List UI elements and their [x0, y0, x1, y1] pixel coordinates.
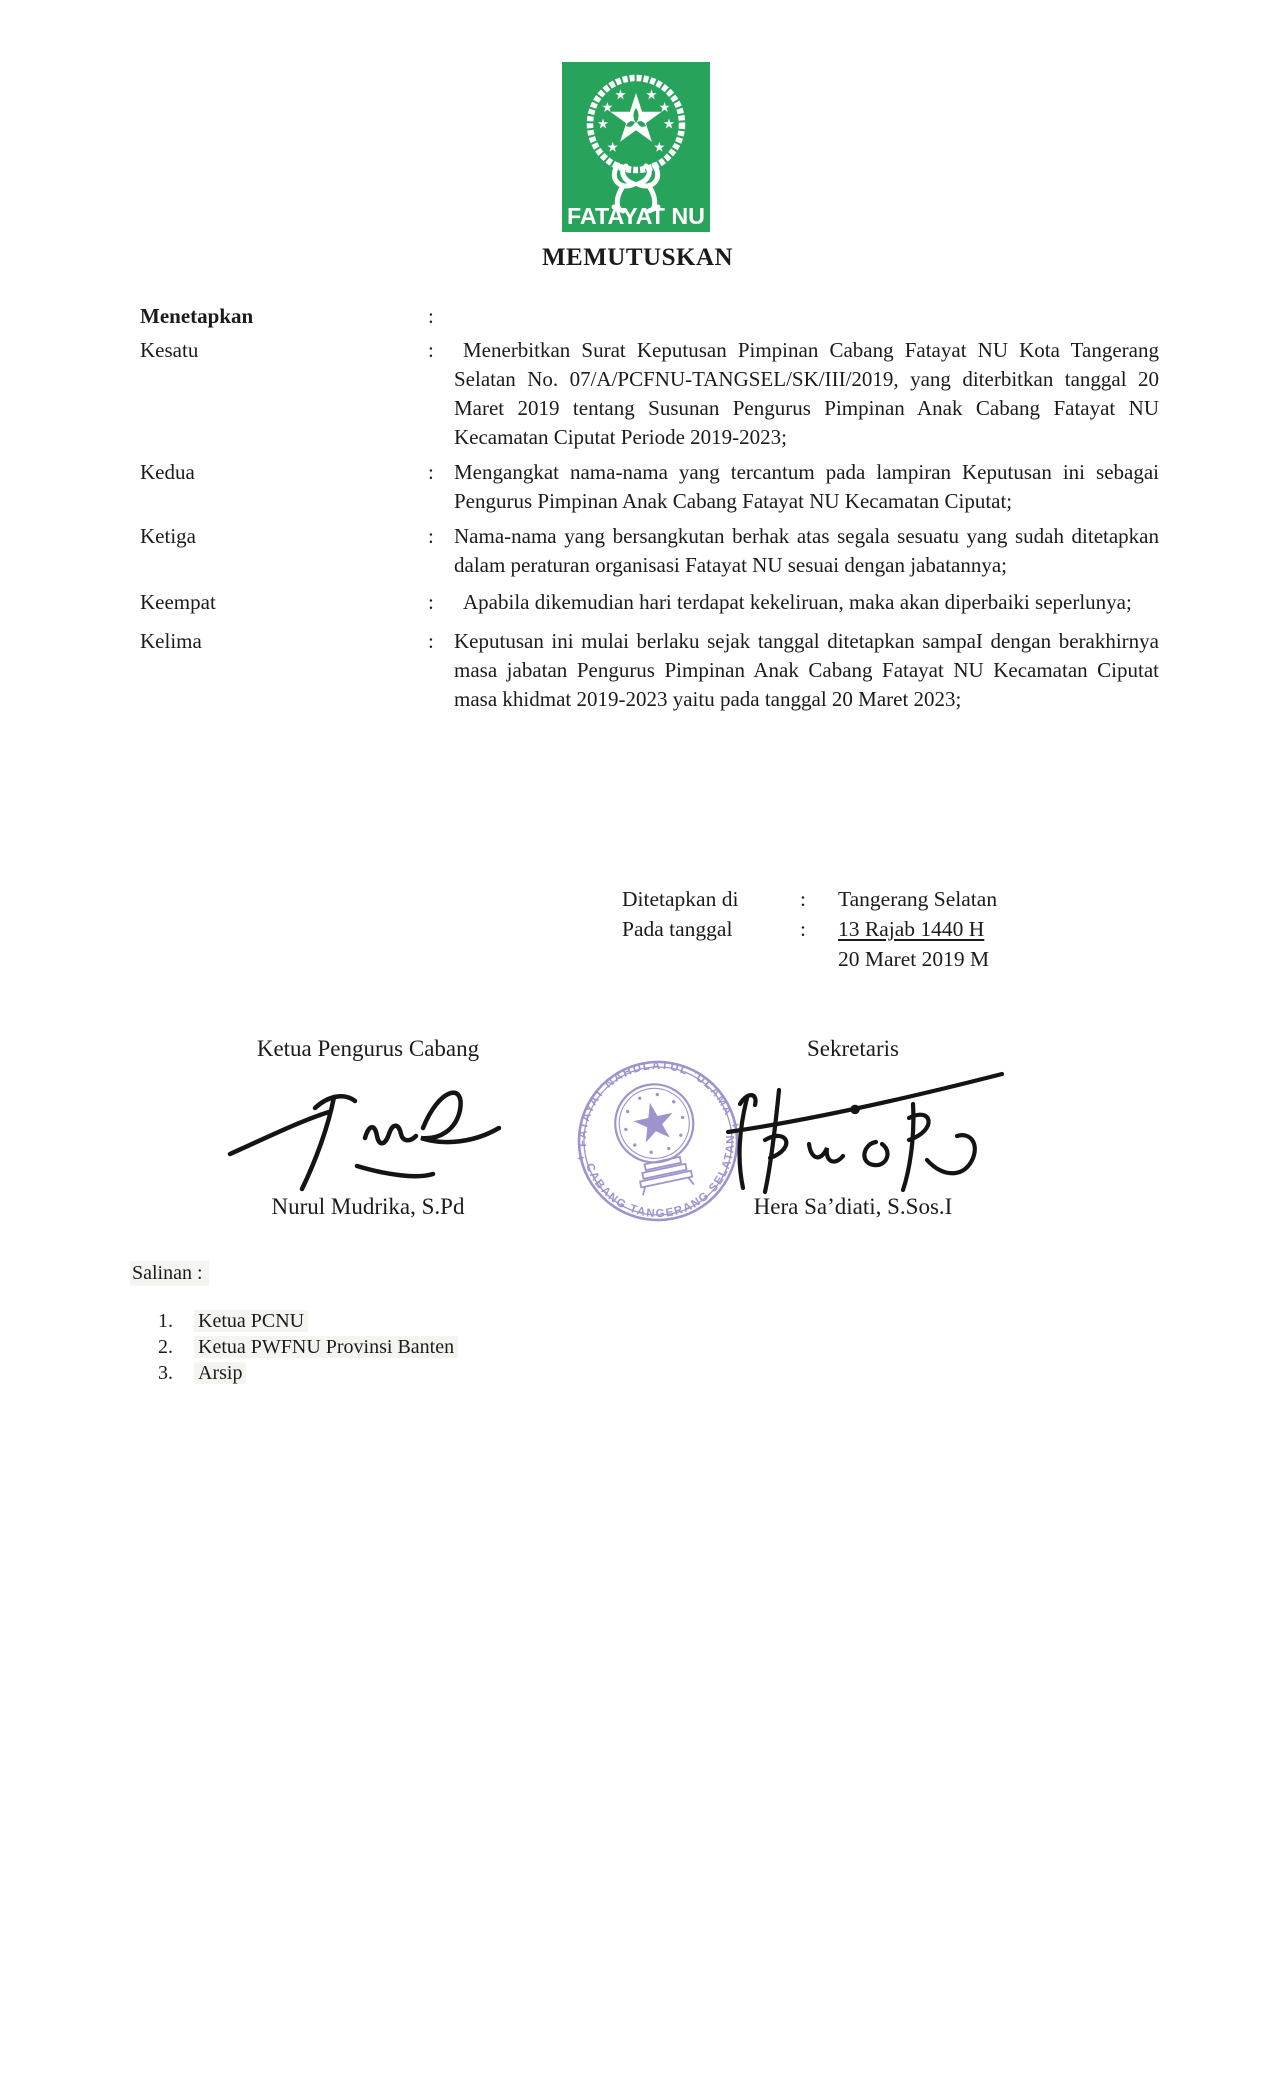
salinan-item [158, 1308, 458, 1334]
decree-row-menetapkan [140, 302, 1175, 331]
decree-colon: : [428, 338, 434, 362]
decree-row-kelima [140, 627, 1175, 714]
placement-section [622, 884, 997, 974]
salinan-item-number: 1. [158, 1310, 173, 1332]
salinan-item [158, 1334, 458, 1360]
decree-label: Kedua [140, 460, 195, 484]
decree-row-kedua [140, 458, 1175, 516]
stamp-top-text: FATAYAT NAHDLATUL 'ULAMA [576, 1059, 735, 1148]
decree-row-keempat [140, 588, 1175, 617]
stamp-bottom-text: CABANG TANGERANG SELATAN [582, 1133, 738, 1221]
decree-section [140, 302, 1175, 714]
sekretaris-signature-icon [716, 1058, 1008, 1200]
decree-content: Apabila dikemudian hari terdapat kekeliruan, maka akan diperbaiki seperlunya; [463, 590, 1132, 614]
salinan-item-number: 2. [158, 1336, 173, 1358]
salinan-title [130, 1262, 209, 1285]
memutuskan-heading: MEMUTUSKAN [541, 244, 734, 271]
placement-value: Tangerang Selatan [838, 887, 998, 911]
decree-label: Kelima [140, 629, 202, 653]
decree-colon: : [428, 304, 434, 328]
salinan-item [158, 1360, 458, 1386]
logo-text: FATAYAT NU [567, 203, 705, 229]
salinan-item-number: 3. [158, 1362, 173, 1384]
placement-row-city [622, 884, 997, 914]
ketua-signature-icon [215, 1066, 515, 1196]
placement-label [622, 944, 800, 974]
decree-label: Ketiga [140, 524, 196, 548]
ketua-title: Ketua Pengurus Cabang [256, 1036, 480, 1061]
decree-colon: : [428, 524, 434, 548]
decree-colon: : [428, 590, 434, 614]
ketua-name: Nurul Mudrika, S.Pd [271, 1194, 465, 1219]
fatayat-nu-logo [562, 62, 710, 232]
placement-label: Pada tanggal [622, 917, 733, 941]
stamp-separator-right: ✦ [729, 1117, 742, 1134]
decree-content: Menerbitkan Surat Keputusan Pimpinan Cabang Fatayat NU Kota Tangerang Selatan No. 07/A/PCFNU-TANGSEL/SK/III/2019, yang diterbitkan tanggal 20 Maret 2019 tentang Susunan Pengurus Pimpinan Anak Cabang Fatayat NU Kecamatan Ciputat Periode 2019-2023; [454, 338, 1159, 449]
salinan-item-text: Arsip [194, 1362, 246, 1384]
decree-content: Keputusan ini mulai berlaku sejak tanggal ditetapkan sampaI dengan berakhirnya masa jabatan Pengurus Pimpinan Anak Cabang Fatayat NU Kecamatan Ciputat masa khidmat 2019-2023 yaitu pada tanggal 20 Maret 2023; [454, 629, 1159, 711]
sekretaris-title: Sekretaris [807, 1036, 899, 1061]
salinan-item-text: Ketua PCNU [194, 1310, 308, 1332]
decree-label: Kesatu [140, 338, 199, 362]
placement-row-gregorian-date [622, 944, 997, 974]
decree-colon: : [428, 629, 434, 653]
decree-content: Nama-nama yang bersangkutan berhak atas segala sesuatu yang sudah ditetapkan dalam peraturan organisasi Fatayat NU sesuai dengan jabatannya; [454, 524, 1159, 577]
decree-row-kesatu [140, 336, 1175, 452]
decree-content: Mengangkat nama-nama yang tercantum pada lampiran Keputusan ini sebagai Pengurus Pimpinan Anak Cabang Fatayat NU Kecamatan Ciputat; [454, 460, 1159, 513]
stamp-separator-left: ✦ [574, 1150, 588, 1167]
sekretaris-name: Hera Sa’diati, S.Sos.I [753, 1194, 953, 1219]
decree-row-ketiga [140, 522, 1175, 580]
placement-value: 20 Maret 2019 M [838, 947, 990, 971]
placement-label: Ditetapkan di [622, 887, 739, 911]
salinan-list [158, 1308, 458, 1386]
placement-colon: : [800, 917, 806, 941]
decree-label: Menetapkan [140, 304, 254, 328]
placement-row-hijri-date [622, 914, 997, 944]
placement-value: 13 Rajab 1440 H [838, 917, 985, 941]
salinan-item-text: Ketua PWFNU Provinsi Banten [194, 1336, 458, 1358]
decree-colon: : [428, 460, 434, 484]
salinan-title-text: Salinan : [130, 1261, 209, 1286]
placement-colon: : [800, 887, 806, 911]
decree-label: Keempat [140, 590, 216, 614]
placement-colon [800, 944, 838, 974]
